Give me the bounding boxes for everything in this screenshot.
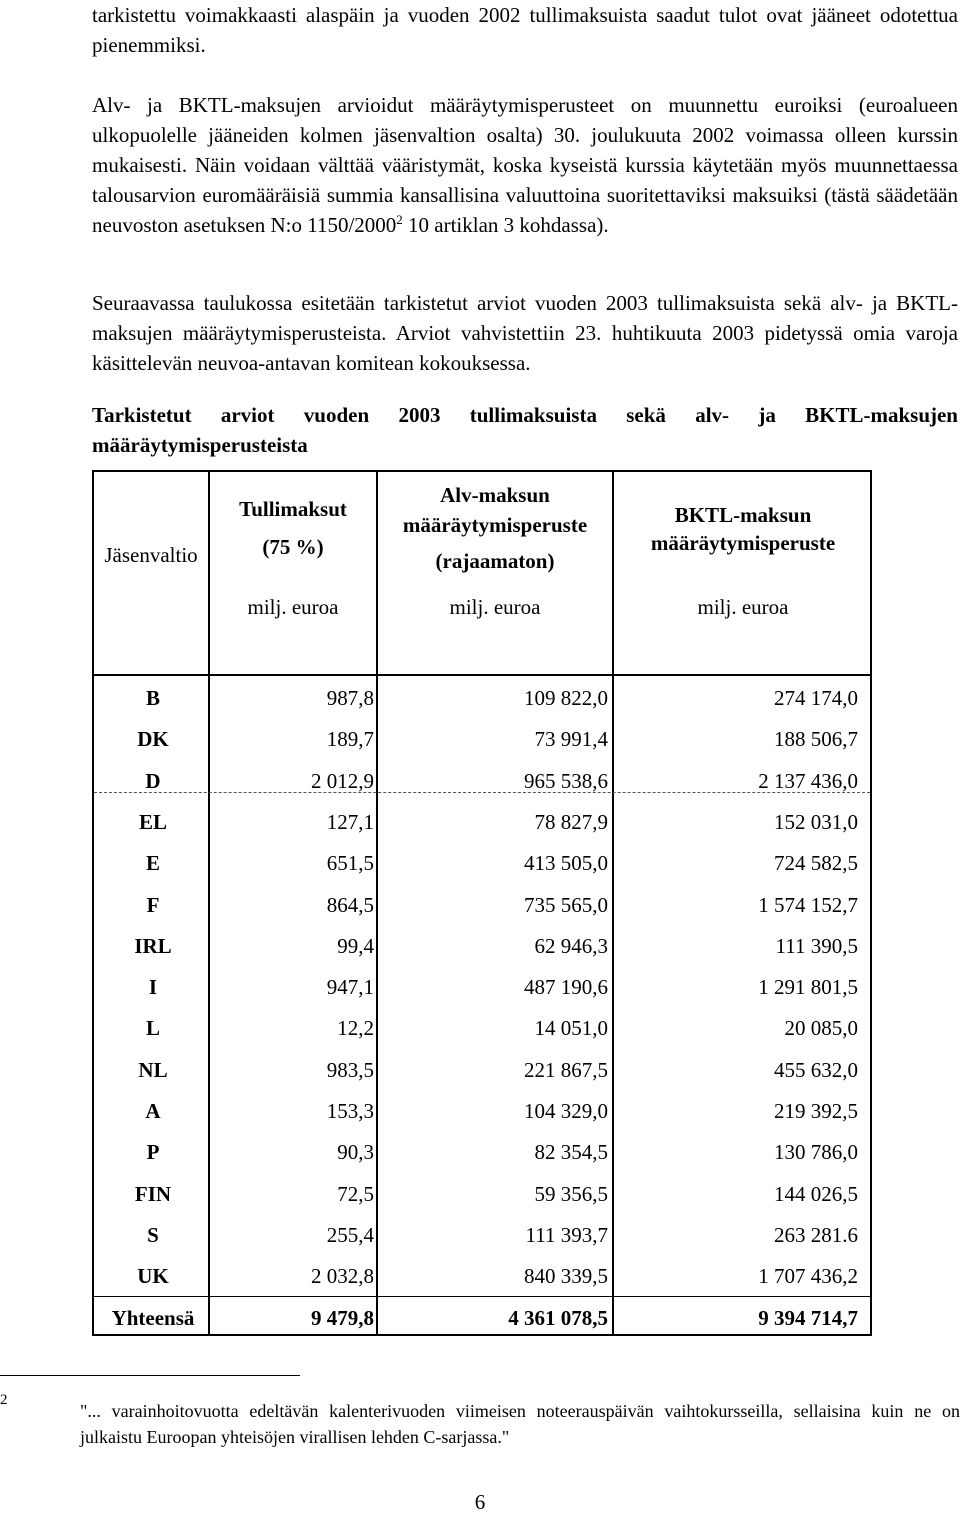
table-row bbox=[94, 926, 870, 967]
vat-base-value: 82 354,5 bbox=[534, 1140, 608, 1165]
country-code: EL bbox=[138, 809, 167, 834]
footnote-mark: 2 bbox=[0, 1392, 8, 1408]
country-code: A bbox=[145, 1099, 161, 1123]
header-customs-duties: Tullimaksut bbox=[239, 497, 347, 521]
vat-base-value: 735 565,0 bbox=[524, 892, 608, 917]
header-customs-percent: (75 %) bbox=[262, 535, 324, 559]
country-code: Yhteensä bbox=[111, 1305, 195, 1330]
header-vat-uncapped: (rajaamaton) bbox=[435, 549, 555, 573]
footnote-reference: 2 bbox=[396, 212, 403, 227]
gni-base-value: 2 137 436,0 bbox=[758, 768, 858, 793]
paragraph-table-intro: Seuraavassa taulukossa esitetään tarkistetut arviot vuoden 2003 tullimaksuista sekä alv- ja BKTL-maksujen määräytymisperusteista. Arviot vahvistettiin 23. huhtikuuta 2003 pidetyssä omia varoja käsittelevän neuvoa-antavan komitean kokouksessa. bbox=[92, 291, 958, 375]
customs-duties-value: 864,5 bbox=[326, 892, 374, 917]
vat-base-value: 14 051,0 bbox=[534, 1016, 608, 1041]
paragraph-exchange-rates bbox=[92, 90, 958, 240]
table-row bbox=[94, 802, 870, 843]
header-gni-base-line2: määräytymisperuste bbox=[650, 531, 836, 555]
total-divider bbox=[94, 1296, 870, 1297]
customs-duties-value: 947,1 bbox=[326, 975, 374, 1000]
table-row bbox=[94, 1008, 870, 1049]
table-row bbox=[94, 1215, 870, 1256]
table-row bbox=[94, 967, 870, 1008]
country-code: I bbox=[148, 975, 158, 1000]
customs-duties-value: 255,4 bbox=[326, 1222, 374, 1247]
header-country: Jäsenvaltio bbox=[104, 543, 198, 567]
vat-base-value: 487 190,6 bbox=[524, 975, 608, 1000]
customs-duties-value: 153,3 bbox=[326, 1099, 374, 1123]
customs-duties-value: 12,2 bbox=[337, 1016, 374, 1041]
estimates-table bbox=[92, 470, 872, 1336]
customs-duties-value: 72,5 bbox=[337, 1181, 374, 1206]
country-code: P bbox=[146, 1140, 160, 1165]
customs-duties-value: 189,7 bbox=[326, 727, 374, 752]
customs-duties-value: 90,3 bbox=[337, 1140, 374, 1165]
vat-base-value: 62 946,3 bbox=[534, 933, 608, 958]
vat-base-value: 78 827,9 bbox=[534, 809, 608, 834]
page-number: 6 bbox=[474, 1490, 486, 1514]
country-code: S bbox=[147, 1222, 159, 1247]
country-code: B bbox=[145, 686, 160, 710]
table-row bbox=[94, 761, 870, 802]
vat-base-value: 840 339,5 bbox=[524, 1264, 608, 1289]
unit-label: milj. euroa bbox=[247, 595, 339, 619]
gni-base-value: 274 174,0 bbox=[774, 686, 858, 710]
vat-base-value: 965 538,6 bbox=[524, 768, 608, 793]
table-row bbox=[94, 1050, 870, 1091]
gni-base-value: 263 281.6 bbox=[774, 1222, 858, 1247]
country-code: L bbox=[145, 1016, 160, 1041]
country-code: F bbox=[146, 892, 160, 917]
vat-base-value: 73 991,4 bbox=[534, 727, 608, 752]
gni-base-value: 144 026,5 bbox=[774, 1181, 858, 1206]
header-gni-base: BKTL-maksun bbox=[674, 503, 812, 527]
gni-base-value: 1 574 152,7 bbox=[758, 892, 858, 917]
gni-base-value: 1 707 436,2 bbox=[758, 1264, 858, 1289]
country-code: E bbox=[145, 851, 160, 876]
vat-base-value: 109 822,0 bbox=[524, 686, 608, 710]
gni-base-value: 455 632,0 bbox=[774, 1057, 858, 1082]
footnote-text: "... varainhoitovuotta edeltävän kalenterivuoden viimeisen noteerauspäivän vaihtokursseilla, sellaisina kuin ne on julkaistu Euroopan yhteisöjen virallisen lehden C-sarjassa." bbox=[80, 1401, 960, 1447]
table-row bbox=[94, 843, 870, 884]
table-row bbox=[94, 1091, 870, 1132]
header-divider bbox=[94, 674, 870, 676]
table-row bbox=[94, 885, 870, 926]
footnote-separator bbox=[0, 1375, 300, 1376]
header-vat-base: Alv-maksun bbox=[440, 483, 550, 507]
customs-duties-value: 983,5 bbox=[326, 1057, 374, 1082]
gni-base-value: 219 392,5 bbox=[774, 1099, 858, 1123]
customs-duties-value: 99,4 bbox=[337, 933, 374, 958]
gni-base-value: 188 506,7 bbox=[774, 727, 858, 752]
paragraph-continuation: tarkistettu voimakkaasti alaspäin ja vuoden 2002 tullimaksuista saadut tulot ovat jääneet odotettua pienemmiksi. bbox=[92, 3, 958, 57]
gni-base-value: 111 390,5 bbox=[775, 933, 858, 958]
gni-base-value: 724 582,5 bbox=[774, 851, 858, 876]
gni-base-value: 152 031,0 bbox=[774, 809, 858, 834]
vat-base-value: 104 329,0 bbox=[524, 1099, 608, 1123]
customs-duties-value: 9 479,8 bbox=[311, 1305, 374, 1330]
country-code: UK bbox=[137, 1264, 169, 1289]
table-row bbox=[94, 678, 870, 719]
table-row bbox=[94, 1174, 870, 1215]
table-row bbox=[94, 719, 870, 760]
customs-duties-value: 127,1 bbox=[326, 809, 374, 834]
table-row bbox=[94, 1256, 870, 1297]
gni-base-value: 9 394 714,7 bbox=[758, 1305, 858, 1330]
customs-duties-value: 651,5 bbox=[326, 851, 374, 876]
paragraph-exchange-rates-tail: 10 artiklan 3 kohdassa). bbox=[402, 213, 609, 237]
table-row bbox=[94, 1132, 870, 1173]
country-code: NL bbox=[138, 1057, 168, 1082]
unit-label: milj. euroa bbox=[449, 595, 541, 619]
vat-base-value: 59 356,5 bbox=[534, 1181, 608, 1206]
country-code: FIN bbox=[134, 1181, 172, 1206]
vat-base-value: 221 867,5 bbox=[524, 1057, 608, 1082]
header-vat-base-line2: määräytymisperuste bbox=[402, 513, 588, 537]
country-code: DK bbox=[137, 727, 169, 752]
customs-duties-value: 2 012,9 bbox=[311, 768, 374, 793]
vat-base-value: 4 361 078,5 bbox=[508, 1305, 608, 1330]
gni-base-value: 1 291 801,5 bbox=[758, 975, 858, 1000]
unit-label: milj. euroa bbox=[697, 595, 789, 619]
table-total-row bbox=[94, 1298, 870, 1339]
paragraph-exchange-rates-text: Alv- ja BKTL-maksujen arvioidut määräytymisperusteet on muunnettu euroiksi (euroalueen ulkopuolelle jääneiden kolmen jäsenvaltion osalta) 30. joulukuuta 2002 voimassa olleen kurssin mukaisesti. Näin voidaan välttää vääristymät, koska kyseistä kurssia käytetään myös muunnettaessa talousarvion euromääräisiä summia kansallisina valuuttoina suoritettaviksi maksuiksi (tästä säädetään neuvoston asetuksen N:o 1150/2000 bbox=[92, 93, 958, 237]
customs-duties-value: 2 032,8 bbox=[311, 1264, 374, 1289]
gni-base-value: 130 786,0 bbox=[774, 1140, 858, 1165]
gni-base-value: 20 085,0 bbox=[784, 1016, 858, 1041]
vat-base-value: 413 505,0 bbox=[524, 851, 608, 876]
country-code: D bbox=[145, 768, 161, 793]
country-code: IRL bbox=[134, 933, 172, 958]
vat-base-value: 111 393,7 bbox=[525, 1222, 608, 1247]
table-caption: Tarkistetut arviot vuoden 2003 tullimaksuista sekä alv- ja BKTL-maksujen määräytymisperusteista bbox=[92, 403, 958, 457]
customs-duties-value: 987,8 bbox=[326, 686, 374, 710]
